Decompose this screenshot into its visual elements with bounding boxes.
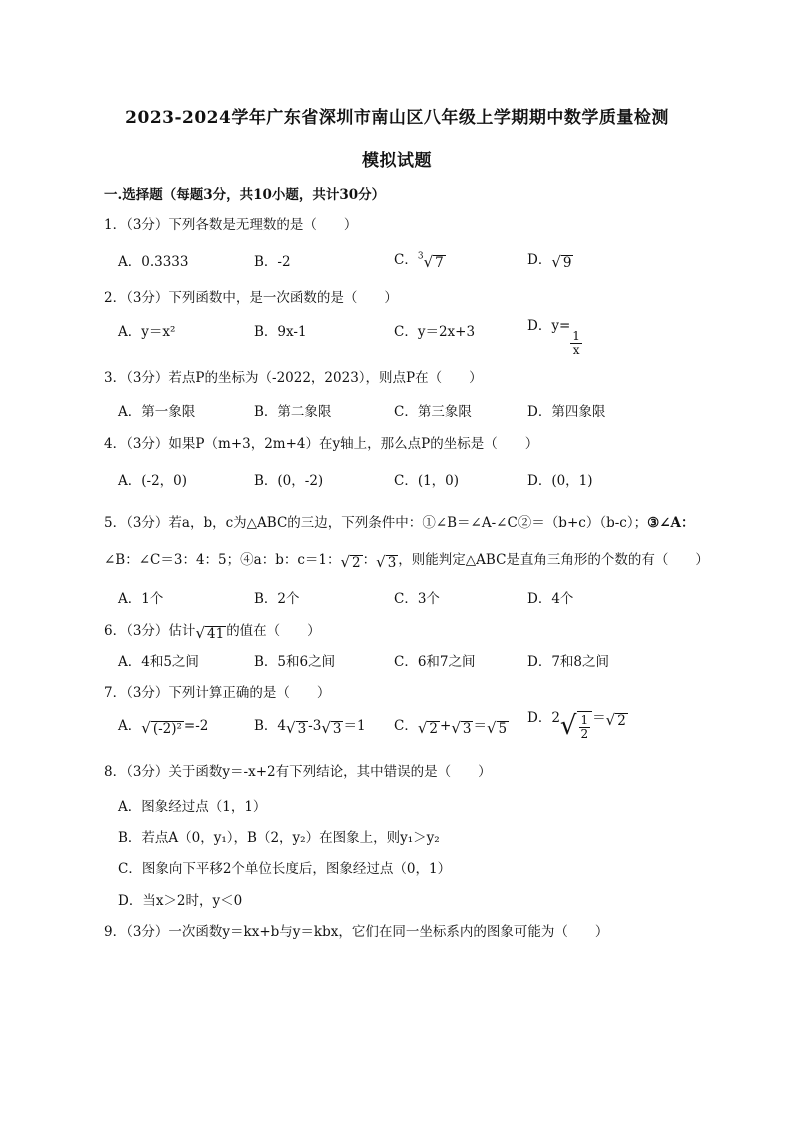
exam-subtitle: 模拟试题: [362, 151, 432, 171]
exam-title: 2023-2024学年广东省深圳市南山区八年级上学期期中数学质量检测: [125, 108, 669, 128]
q7-option-b: B．4 √ 3 -3 √ 3 ＝1: [254, 718, 366, 737]
cube-root-index: 3: [417, 251, 424, 262]
question-9-stem: 9．（3分）一次函数y＝kx+b与y＝kbx，它们在同一坐标系内的图象可能为（ ）: [104, 924, 609, 940]
q2-option-d: D．y= $\frac{1}{x}$: [527, 318, 580, 357]
q7-option-a: A． √ (-2)² =-2: [118, 718, 209, 737]
section-heading-choice: 一.选择题（每题3分，共10小题，共计30分）: [104, 187, 386, 203]
q8-option-a: A．图象经过点（1，1）: [118, 799, 267, 815]
q6-option-b: B．5和6之间: [254, 654, 336, 670]
condition-4: ④a：b：c＝1：: [240, 552, 341, 568]
q6-option-c: C．6和7之间: [394, 654, 476, 670]
q3-option-b: B．第二象限: [254, 404, 332, 420]
question-6-stem: 6．（3分）估计 √ 41 的值在（ ）: [104, 623, 321, 642]
radical: √ $\frac{1}{2}$: [560, 711, 592, 741]
q5-option-d: D．4个: [527, 591, 574, 607]
q4-option-d: D．(0，1): [527, 473, 593, 489]
q8-option-c: C．图象向下平移2个单位长度后，图象经过点（0，1）: [118, 861, 452, 877]
q7-option-d: D．2 √ $\frac{1}{2}$ ＝ √ 2: [527, 710, 626, 741]
q6-option-d: D．7和8之间: [527, 654, 610, 670]
q5-option-b: B．2个: [254, 591, 300, 607]
q3-option-a: A．第一象限: [118, 404, 196, 420]
question-8-stem: 8．（3分）关于函数y＝-x+2有下列结论，其中错误的是（ ）: [104, 764, 492, 780]
fraction: $\frac{1}{2}$: [580, 713, 589, 741]
radical: √ 2: [417, 719, 438, 737]
radical: √ 2: [605, 711, 626, 729]
q4-option-b: B．(0，-2): [254, 473, 324, 489]
question-5-stem-line1: 5．（3分）若a，b，c为△ABC的三边，下列条件中：①∠B＝∠A-∠C②＝（b+c）（b-c）；③∠A：: [104, 515, 695, 531]
q2-option-c: C．y＝2x+3: [394, 324, 476, 340]
radical: √ 3: [376, 553, 397, 571]
q5-option-c: C．3个: [394, 591, 440, 607]
question-4-stem: 4．（3分）如果P（m+3，2m+4）在y轴上，那么点P的坐标是（ ）: [104, 436, 539, 452]
question-7-stem: 7．（3分）下列计算正确的是（ ）: [104, 685, 331, 701]
q1-option-a: A．0.3333: [118, 254, 189, 270]
q8-option-d: D．当x＞2时，y＜0: [118, 893, 243, 909]
radical: √ 3: [451, 719, 472, 737]
question-1-stem: 1．（3分）下列各数是无理数的是（ ）: [104, 217, 358, 233]
radical: √ 3: [286, 719, 307, 737]
question-2-stem: 2．（3分）下列函数中，是一次函数的是（ ）: [104, 290, 398, 306]
radical: √ 9: [551, 253, 572, 271]
q3-option-d: D．第四象限: [527, 404, 606, 420]
q5-option-a: A．1个: [118, 591, 164, 607]
radical: √ 2: [340, 553, 361, 571]
q1-option-d: D． √ 9: [527, 252, 572, 271]
radical: √ (-2)²: [141, 719, 182, 737]
q1-option-c: C．$^3$ √ 7: [394, 251, 444, 271]
radical: √ 7: [423, 253, 444, 271]
q7-option-c: C． √ 2 + √ 3 ＝ √ 5: [394, 718, 508, 737]
q1-option-b: B．-2: [254, 254, 291, 270]
q8-option-b: B．若点A（0，y₁），B（2，y₂）在图象上，则y₁＞y₂: [118, 830, 440, 846]
condition-1: ①∠B＝∠A-∠C②＝（b+c）（b-c）；: [422, 515, 648, 531]
condition-3: ③∠A：: [647, 515, 695, 531]
radical: √ 5: [486, 719, 508, 737]
radical: √ 3: [321, 719, 342, 737]
question-3-stem: 3．（3分）若点P的坐标为（-2022，2023），则点P在（ ）: [104, 370, 483, 386]
fraction: $\frac{1}{x}$: [572, 329, 580, 357]
question-5-stem-line2: ∠B：∠C＝3：4：5；④a：b：c＝1： √ 2 ： √ 3 ，则能判定△ABC是直角三角形的个数的有（ ）: [104, 552, 709, 571]
q4-option-c: C．(1，0): [394, 473, 460, 489]
q6-option-a: A．4和5之间: [118, 654, 199, 670]
q2-option-a: A．y＝x²: [118, 324, 176, 340]
q2-option-b: B．9x-1: [254, 324, 307, 340]
q4-option-a: A．(-2，0): [118, 473, 188, 489]
radical: √ 41: [195, 624, 225, 642]
q3-option-c: C．第三象限: [394, 404, 472, 420]
